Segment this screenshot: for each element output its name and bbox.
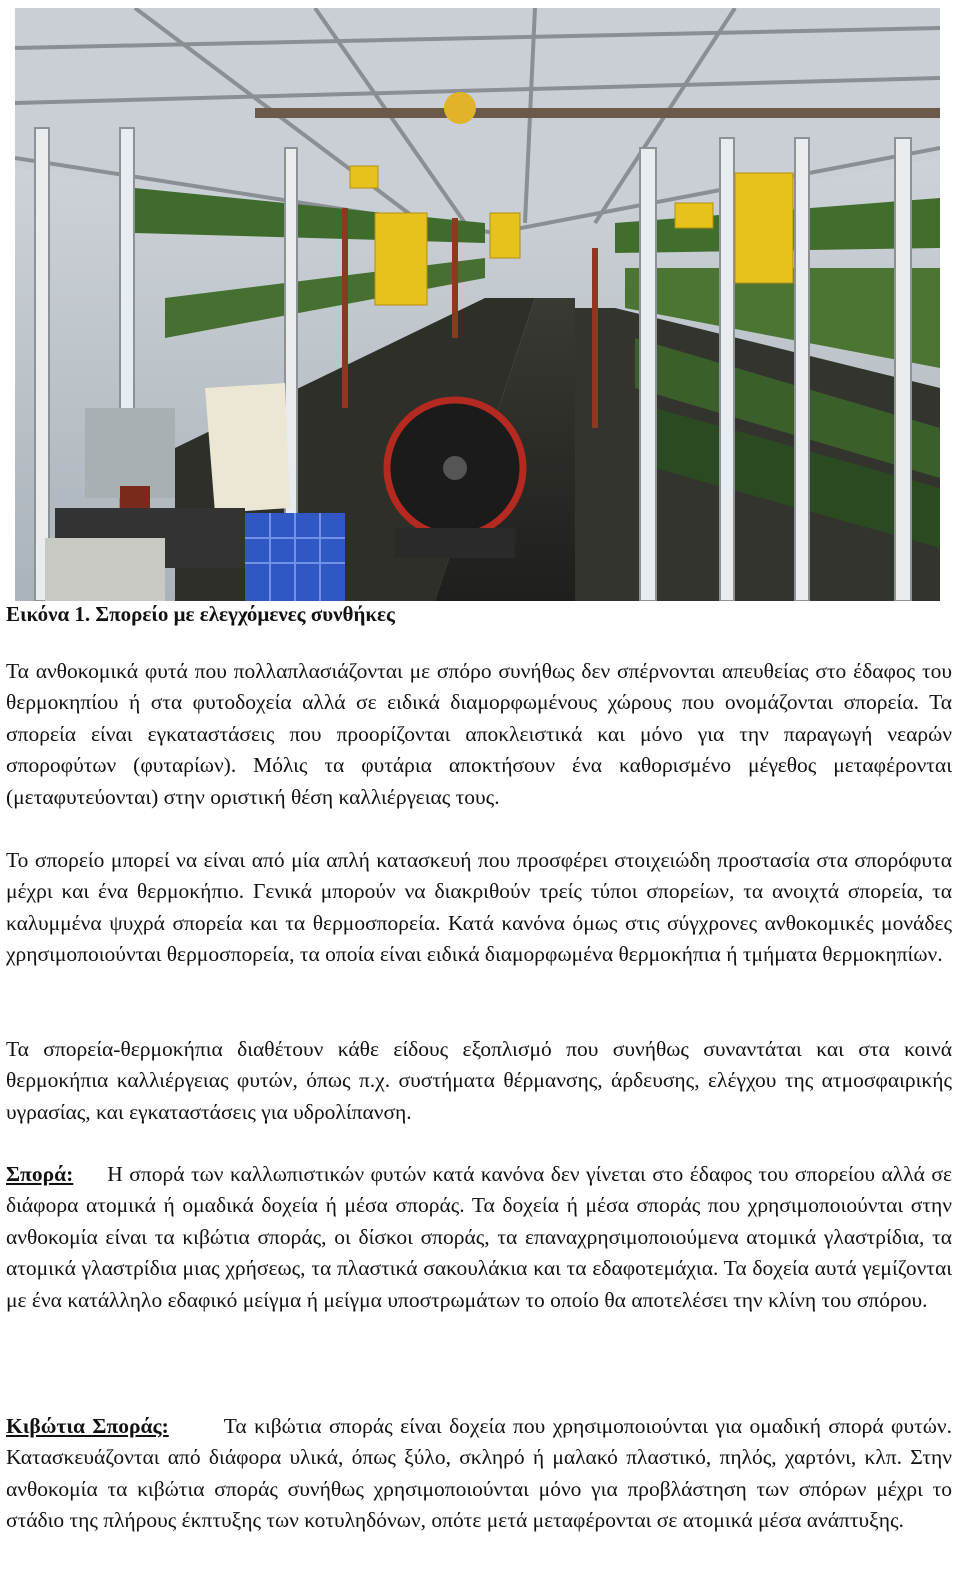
paragraph-seedbeds-intro: Τα ανθοκομικά φυτά που πολλαπλασιάζονται με σπόρο συνήθως δεν σπέρνονται απευθείας στο έδαφος του θερμοκηπίου ή στα φυτοδοχεία αλλά σε ειδικά διαμορφωμένους χώρους που ονομάζονται σπορεία. Τα σπορεία είναι εγκαταστάσεις που προορίζονται αποκλειστικά και μόνο για την παραγωγή νεαρών σποροφύτων (φυταρίων). Μόλις τα φυτάρια αποκτήσουν ένα καθορισμένο μέγεθος μεταφέρονται (μεταφυτεύονται) στην οριστική θέση καλλιέργειας τους. (6, 659, 952, 809)
section-sowing (6, 1159, 952, 1316)
section-sowing-text: Η σπορά των καλλωπιστικών φυτών κατά κανόνα δεν γίνεται στο έδαφος του σπορείου αλλά σε διάφορα ατομικά ή ομαδικά δοχεία ή μέσα σποράς. Τα δοχεία ή μέσα σποράς που χρησιμοποιούνται στην ανθοκομία είναι τα κιβώτια σποράς, οι δίσκοι σποράς, τα επαναχρησιμοποιούμενα ατομικά γλαστρίδια, τα ατομικά γλαστρίδια μιας χρήσεως, τα πλαστικά σακουλάκια και τα εδαφοτεμάχια. Τα δοχεία αυτά γεμίζονται με ένα κατάλληλο εδαφικό μείγμα ή μείγμα υποστρωμάτων το οποίο θα αποτελέσει την κλίνη του σπόρου. (6, 1162, 952, 1312)
paragraph-seedbed-types: Το σπορείο μπορεί να είναι από μία απλή κατασκευή που προσφέρει στοιχειώδη προστασία στα σπορόφυτα μέχρι και ένα θερμοκήπιο. Γενικά μπορούν να διακριθούν τρείς τύποι σπορείων, τα ανοιχτά σπορεία, τα καλυμμένα ψυχρά σπορεία και τα θερμοσπορεία. Κατά κανόνα όμως στις σύγχρονες ανθοκομικές μονάδες χρησιμοποιούνται θερμοσπορεία, τα οποία είναι ειδικά διαμορφωμένα θερμοκήπια ή τμήματα θερμοκηπίων. (6, 848, 952, 967)
section-seed-boxes-heading: Κιβώτια Σποράς: (6, 1414, 169, 1438)
figure-caption: Εικόνα 1. Σπορείο με ελεγχόμενες συνθήκες (6, 602, 395, 626)
greenhouse-photo (15, 8, 940, 601)
section-sowing-heading: Σπορά: (6, 1162, 74, 1186)
paragraph-greenhouse-equipment: Τα σπορεία-θερμοκήπια διαθέτουν κάθε είδους εξοπλισμό που συνήθως συναντάται και στα κοινά θερμοκήπια καλλιέργειας φυτών, όπως π.χ. συστήματα θέρμανσης, άρδευσης, ελέγχου της ατμοσφαιρικής υγρασίας, και εγκαταστάσεις για υδρολίπανση. (6, 1037, 952, 1124)
section-seed-boxes-text: Τα κιβώτια σποράς είναι δοχεία που χρησιμοποιούνται για ομαδική σπορά φυτών. Κατασκευάζονται από διάφορα υλικά, όπως ξύλο, σκληρό ή μαλακό πλαστικό, πηλός, χαρτόνι, κλπ. Στην ανθοκομία τα κιβώτια σποράς συνήθως χρησιμοποιούνται μόνο για προβλάστηση των σπόρων μέχρι το στάδιο της πλήρους έκπτυξης των κοτυληδόνων, οπότε μετά μεταφέρονται σε ατομικά μέσα ανάπτυξης. (6, 1414, 952, 1533)
section-seed-boxes (6, 1411, 952, 1537)
